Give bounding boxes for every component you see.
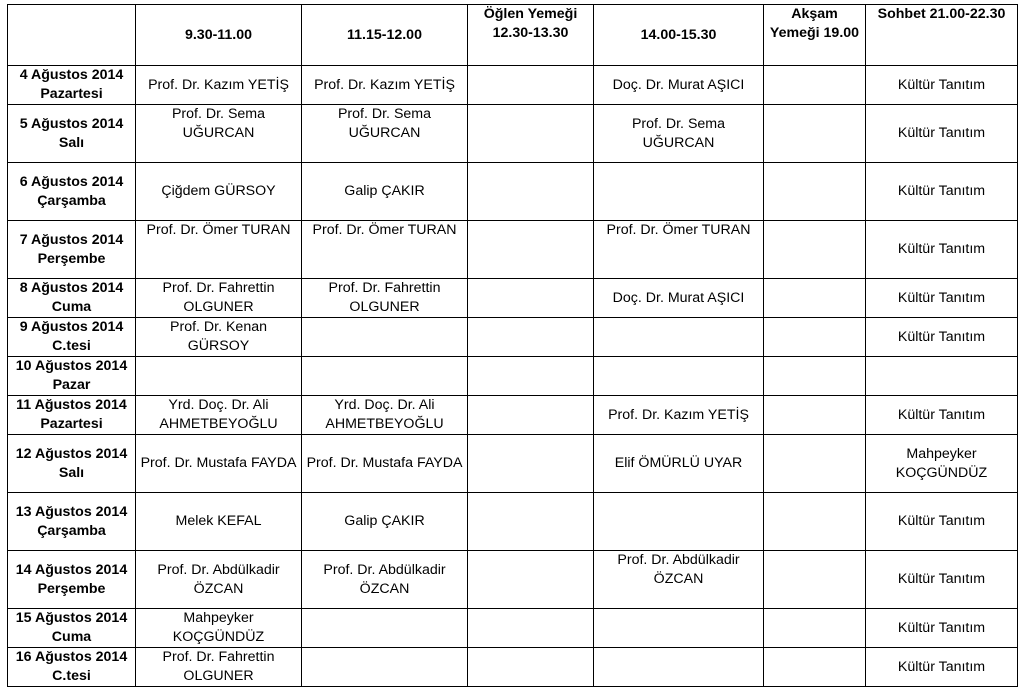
dinner-cell (764, 318, 866, 357)
slot-2-cell: Galip ÇAKIR (302, 163, 468, 221)
date-cell: 9 Ağustos 2014 C.tesi (8, 318, 136, 357)
dinner-cell (764, 493, 866, 551)
table-row (8, 163, 1018, 221)
lunch-cell (468, 66, 594, 105)
lunch-cell (468, 551, 594, 609)
date-cell: 13 Ağustos 2014 Çarşamba (8, 493, 136, 551)
slot-4-cell: Prof. Dr. Abdülkadir ÖZCAN (594, 551, 764, 609)
slot-1-cell: Prof. Dr. Fahrettin OLGUNER (136, 279, 302, 318)
slot-4-cell (594, 163, 764, 221)
slot-4-cell (594, 493, 764, 551)
chat-cell: Kültür Tanıtım (866, 105, 1018, 163)
chat-cell: Kültür Tanıtım (866, 551, 1018, 609)
date-cell: 7 Ağustos 2014 Perşembe (8, 221, 136, 279)
chat-cell: Kültür Tanıtım (866, 66, 1018, 105)
slot-1-cell: Melek KEFAL (136, 493, 302, 551)
slot-1-cell: Prof. Dr. Abdülkadir ÖZCAN (136, 551, 302, 609)
slot-2-cell: Prof. Dr. Mustafa FAYDA (302, 435, 468, 493)
slot-2-cell: Prof. Dr. Ömer TURAN (302, 221, 468, 279)
lunch-cell (468, 279, 594, 318)
header-slot-2: 11.15-12.00 (302, 5, 468, 66)
chat-cell: Kültür Tanıtım (866, 609, 1018, 648)
slot-1-cell: Prof. Dr. Kazım YETİŞ (136, 66, 302, 105)
slot-2-cell: Prof. Dr. Abdülkadir ÖZCAN (302, 551, 468, 609)
dinner-cell (764, 163, 866, 221)
chat-cell: Kültür Tanıtım (866, 318, 1018, 357)
chat-cell: Kültür Tanıtım (866, 279, 1018, 318)
slot-4-cell (594, 357, 764, 396)
slot-1-cell: Çiğdem GÜRSOY (136, 163, 302, 221)
slot-2-cell: Prof. Dr. Sema UĞURCAN (302, 105, 468, 163)
dinner-cell (764, 357, 866, 396)
date-cell: 16 Ağustos 2014 C.tesi (8, 648, 136, 687)
table-row (8, 279, 1018, 318)
chat-cell: Kültür Tanıtım (866, 163, 1018, 221)
table-row (8, 105, 1018, 163)
table-row (8, 357, 1018, 396)
lunch-cell (468, 357, 594, 396)
header-chat: Sohbet 21.00-22.30 (866, 5, 1018, 66)
date-cell: 10 Ağustos 2014 Pazar (8, 357, 136, 396)
table-row (8, 66, 1018, 105)
table-row (8, 435, 1018, 493)
header-slot-4: 14.00-15.30 (594, 5, 764, 66)
slot-1-cell: Mahpeyker KOÇGÜNDÜZ (136, 609, 302, 648)
lunch-cell (468, 493, 594, 551)
header-lunch: Öğlen Yemeği 12.30-13.30 (468, 5, 594, 66)
table-row (8, 609, 1018, 648)
date-cell: 6 Ağustos 2014 Çarşamba (8, 163, 136, 221)
slot-2-cell (302, 318, 468, 357)
date-cell: 8 Ağustos 2014 Cuma (8, 279, 136, 318)
slot-4-cell: Doç. Dr. Murat AŞICI (594, 66, 764, 105)
slot-1-cell: Prof. Dr. Mustafa FAYDA (136, 435, 302, 493)
slot-4-cell: Prof. Dr. Kazım YETİŞ (594, 396, 764, 435)
table-row (8, 551, 1018, 609)
slot-1-cell: Yrd. Doç. Dr. Ali AHMETBEYOĞLU (136, 396, 302, 435)
slot-4-cell (594, 609, 764, 648)
lunch-cell (468, 396, 594, 435)
header-row (8, 5, 1018, 66)
chat-cell: Kültür Tanıtım (866, 648, 1018, 687)
dinner-cell (764, 609, 866, 648)
slot-4-cell: Doç. Dr. Murat AŞICI (594, 279, 764, 318)
slot-4-cell: Prof. Dr. Ömer TURAN (594, 221, 764, 279)
slot-4-cell (594, 318, 764, 357)
lunch-cell (468, 609, 594, 648)
header-slot-1: 9.30-11.00 (136, 5, 302, 66)
table-row (8, 221, 1018, 279)
header-blank (8, 5, 136, 66)
lunch-cell (468, 221, 594, 279)
slot-1-cell: Prof. Dr. Ömer TURAN (136, 221, 302, 279)
dinner-cell (764, 551, 866, 609)
dinner-cell (764, 279, 866, 318)
lunch-cell (468, 163, 594, 221)
table-row (8, 648, 1018, 687)
slot-4-cell (594, 648, 764, 687)
slot-1-cell: Prof. Dr. Kenan GÜRSOY (136, 318, 302, 357)
table-row (8, 493, 1018, 551)
slot-1-cell: Prof. Dr. Sema UĞURCAN (136, 105, 302, 163)
slot-1-cell: Prof. Dr. Fahrettin OLGUNER (136, 648, 302, 687)
date-cell: 4 Ağustos 2014 Pazartesi (8, 66, 136, 105)
slot-2-cell (302, 609, 468, 648)
slot-2-cell: Prof. Dr. Fahrettin OLGUNER (302, 279, 468, 318)
dinner-cell (764, 221, 866, 279)
table-row (8, 318, 1018, 357)
slot-2-cell (302, 648, 468, 687)
chat-cell: Kültür Tanıtım (866, 396, 1018, 435)
date-cell: 14 Ağustos 2014 Perşembe (8, 551, 136, 609)
lunch-cell (468, 105, 594, 163)
date-cell: 5 Ağustos 2014 Salı (8, 105, 136, 163)
slot-1-cell (136, 357, 302, 396)
dinner-cell (764, 105, 866, 163)
chat-cell: Kültür Tanıtım (866, 221, 1018, 279)
date-cell: 15 Ağustos 2014 Cuma (8, 609, 136, 648)
table-row (8, 396, 1018, 435)
slot-2-cell: Galip ÇAKIR (302, 493, 468, 551)
lunch-cell (468, 318, 594, 357)
header-dinner: Akşam Yemeği 19.00 (764, 5, 866, 66)
chat-cell: Kültür Tanıtım (866, 493, 1018, 551)
slot-2-cell (302, 357, 468, 396)
dinner-cell (764, 648, 866, 687)
slot-2-cell: Prof. Dr. Kazım YETİŞ (302, 66, 468, 105)
dinner-cell (764, 435, 866, 493)
slot-2-cell: Yrd. Doç. Dr. Ali AHMETBEYOĞLU (302, 396, 468, 435)
slot-4-cell: Elif ÖMÜRLÜ UYAR (594, 435, 764, 493)
lunch-cell (468, 648, 594, 687)
lunch-cell (468, 435, 594, 493)
slot-4-cell: Prof. Dr. Sema UĞURCAN (594, 105, 764, 163)
dinner-cell (764, 396, 866, 435)
date-cell: 11 Ağustos 2014 Pazartesi (8, 396, 136, 435)
date-cell: 12 Ağustos 2014 Salı (8, 435, 136, 493)
chat-cell: Mahpeyker KOÇGÜNDÜZ (866, 435, 1018, 493)
chat-cell (866, 357, 1018, 396)
schedule-table (7, 4, 1018, 687)
dinner-cell (764, 66, 866, 105)
